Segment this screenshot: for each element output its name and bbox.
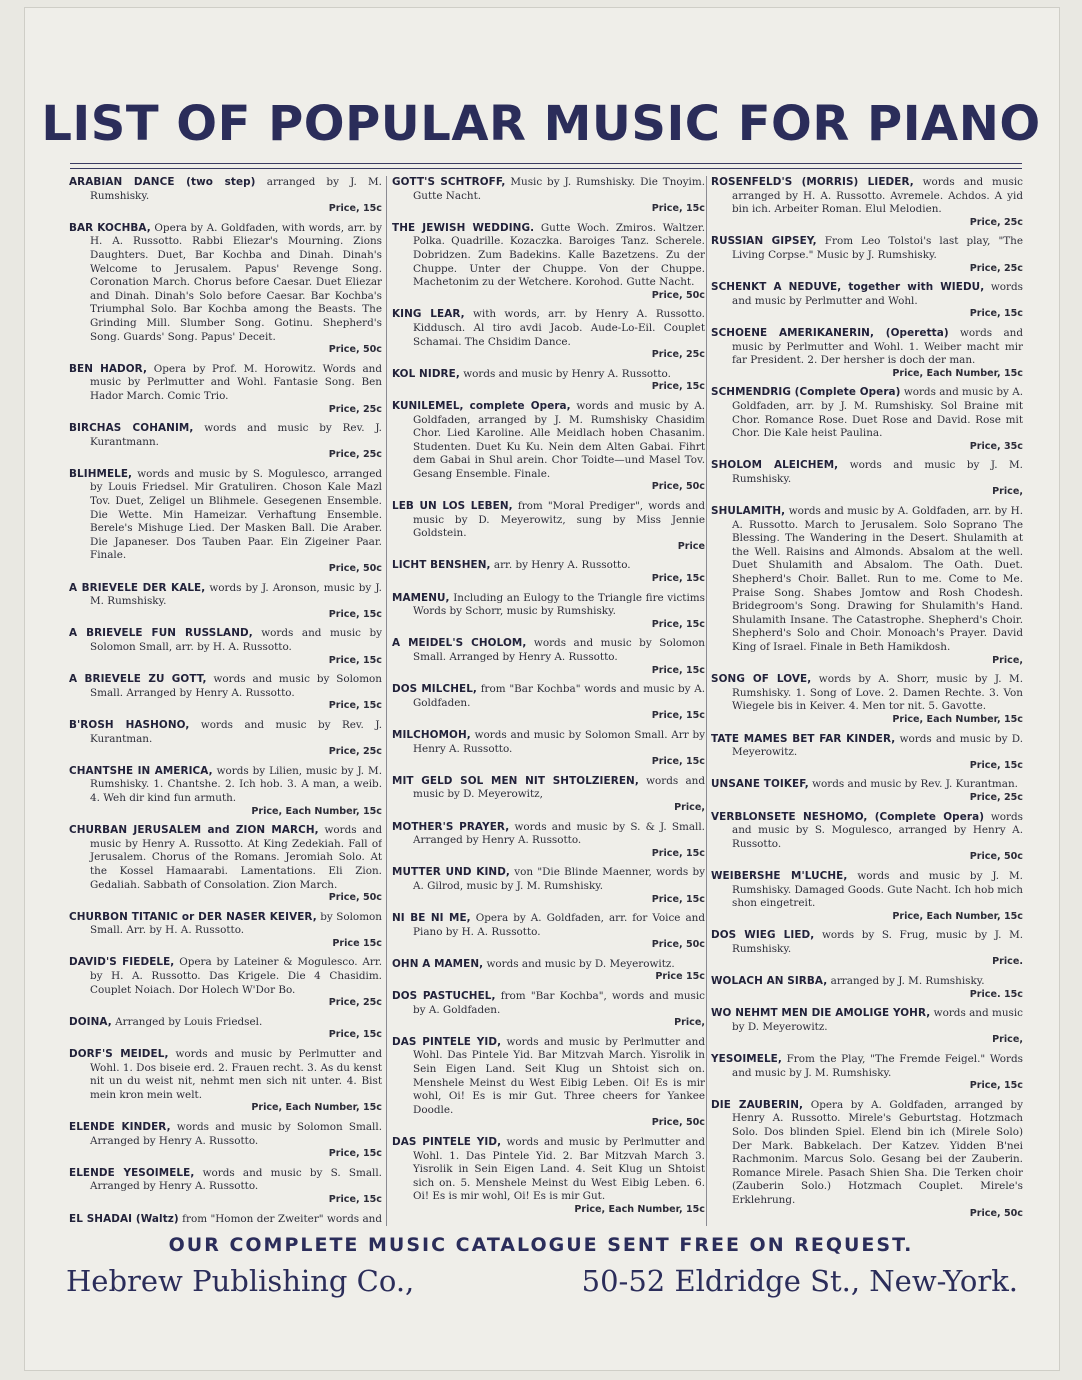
entry-title: MOTHER'S PRAYER, <box>392 820 510 833</box>
entry-text <box>392 775 705 802</box>
entry-title: DOS WIEG LIED, <box>711 929 815 942</box>
entry-description: from "Bar Kochba" words and music by A. Goldfaden. <box>413 683 705 709</box>
entry-title: SONG OF LOVE, <box>711 673 812 686</box>
entry-title: ELENDE YESOIMELE, <box>69 1166 195 1179</box>
entry-description: words and music by A. Goldfaden, arr. by H. A. Russotto. March to Jerusalem. Solo Soprano The Blessing. The Wandering in the Desert. Shulamith at the Well. Raisins and Almonds. Absalom at the well. Duet Shulamith and Absalom. The Oath. Duet. Shepherd's Choir. Ballet. Run to me. Come to Me. Praise Song. Shabes Jomtow and Rosh Chodesh. Bridegroom's Song. Drawing for Shulamith's Hand. Shulamith Insane. The Catastrophe. Shepherd's Choir. Shepherd's Solo and Choir. Monoach's Prayer. David King of Israel. Finale in Beth Hamikdosh. <box>732 505 1023 653</box>
entry-description: words and music by Solomon Small. Arr by Henry A. Russotto. <box>413 728 705 755</box>
column-divider-2 <box>706 176 707 1226</box>
entry-title: BLIHMELE, <box>69 467 133 480</box>
entry-description: words and music by J. M. Rumshisky. <box>732 459 1023 485</box>
entry-description: Opera by A. Goldfaden, with words, arr. by H. A. Russotto. Rabbi Eliezar's Mourning. Zions Daughters. Duet, Bar Kochba and Dinah. Dinah's Welcome to Jerusalem. Papus' Revenge Song. Coronation March. Chorus before Caesar. Duet Eliezar and Dinah. Dinah's Solo before Caesar. Bar Kochba's Triumphal Solo. Bar Kochba among the Beasts. The Grinding Mill. Slumber Song. Gotinu. Shepherd's Song. Guards' Song. Papus' Deceit. <box>90 221 382 343</box>
music-entry <box>69 1016 382 1042</box>
entry-text <box>711 281 1023 308</box>
entry-title: DAVID'S FIEDELE, <box>69 956 175 969</box>
entry-price: Price, 15c <box>651 573 705 585</box>
entry-title: KING LEAR, <box>392 308 465 321</box>
music-entry <box>392 958 705 984</box>
column-2 <box>392 176 705 1224</box>
entry-title: A BRIEVELE FUN RUSSLAND, <box>69 627 253 640</box>
entry-title: GOTT'S SCHTROFF, <box>392 176 506 188</box>
entry-description: Opera by A. Goldfaden, arr. for Voice and Piano by H. A. Russotto. <box>413 912 705 938</box>
music-entry <box>711 235 1023 275</box>
entry-description: words and music by Perlmutter and Wohl. 1. Das Pintele Yid. 2. Bar Mitzvah March 3. Yisrolik in Sein Eigen Land. 4. Seit Klug un Shtoist sich on. 5. Menshele Meinst du West Eibig Leben. 6. Oi! Es is mir wohl, Oi! Es is mir Gut. <box>413 1136 705 1203</box>
music-entry <box>69 1048 382 1115</box>
entry-text <box>711 811 1023 852</box>
entry-text <box>392 176 705 203</box>
entry-description: words and music by S. Mogulesco, arranged by Henry A. Russotto. <box>732 810 1023 850</box>
entry-text <box>69 719 382 746</box>
entry-text <box>711 778 1023 792</box>
entry-text <box>392 222 705 290</box>
music-entry <box>69 422 382 462</box>
music-entry <box>392 1136 705 1217</box>
music-entry <box>711 505 1023 667</box>
entry-title: TATE MAMES BET FAR KINDER, <box>711 732 896 745</box>
entry-title: RUSSIAN GIPSEY, <box>711 235 817 248</box>
entry-price: Price, Each Number, 15c <box>574 1203 705 1215</box>
entry-price: Price. <box>992 956 1023 968</box>
entry-text <box>392 1223 705 1224</box>
entry-description: From Leo Tolstoi's last play, "The Living Corpse." Music by J. Rumshisky. <box>732 235 1023 261</box>
music-entry <box>711 811 1023 864</box>
entry-title: DORF'S MEIDEL, <box>69 1048 169 1061</box>
entry-description: words and music by Perlmutter and Wohl. 1. Dos biseie erd. 2. Frauen recht. 3. As du kenst nit un du weist nit, nehmt men sich nit unter. 4. Bist mein kron mein welt. <box>90 1048 382 1101</box>
entry-text <box>69 673 382 700</box>
entry-price: Price, 15c <box>969 308 1023 320</box>
music-entry <box>392 222 705 303</box>
music-entry <box>392 729 705 769</box>
entry-text <box>69 222 382 344</box>
entry-text <box>392 1036 705 1118</box>
entry-text <box>392 1136 705 1204</box>
publisher-name: Hebrew Publishing Co., <box>66 1264 415 1298</box>
entry-price: Price, Each Number, 15c <box>892 910 1023 922</box>
entry-description: words by Lilien, music by J. M. Rumshisky. 1. Chantshe. 2. Ich hob. 3. A man, a weib. 4. Weh dir kind fun armuth. <box>90 764 382 804</box>
entry-title: BEN HADOR, <box>69 362 148 375</box>
entry-price: Price, 15c <box>328 608 382 620</box>
music-entry <box>392 821 705 861</box>
music-entry <box>711 1007 1023 1047</box>
entry-title <box>392 1223 598 1224</box>
entry-title: BIRCHAS COHANIM, <box>69 422 194 435</box>
entry-text <box>711 386 1023 440</box>
entry-description: words and music by Solomon Small, arr. by H. A. Russotto. <box>90 627 382 653</box>
entry-title: B'ROSH HASHONO, <box>69 718 190 731</box>
music-entry <box>711 459 1023 499</box>
entry-price: Price, 50c <box>651 1117 705 1129</box>
music-entry <box>711 733 1023 773</box>
entry-price: Price, Each Number, 15c <box>251 1102 382 1114</box>
music-entry <box>392 775 705 815</box>
entry-title: SCHOENE AMERIKANERIN, (Operetta) <box>711 326 949 339</box>
entry-text <box>711 870 1023 911</box>
entry-description: Opera by Lateiner & Mogulesco. Arr. by H. A. Russotto. Das Krigele. Die 4 Chasidim. Couplet Noiach. Dor Holech W'Dor Bo. <box>90 956 382 996</box>
music-entry <box>392 368 705 394</box>
entry-text <box>69 176 382 203</box>
entry-text <box>69 765 382 806</box>
music-entry <box>69 222 382 357</box>
page-title: LIST OF POPULAR MUSIC FOR PIANO <box>41 96 1041 152</box>
entry-price: Price, <box>674 1017 705 1029</box>
entry-description: words and music by A. Goldfaden, arranged by J. M. Rumshisky Chasidim Chor. Lied Karoline. Alle Meidlach hoben Chasanim. Studenten. Duet Ku Ku. Nein dem Alten Gabai. Fihrt dem Gabai in Shul arein. Chor Toidte—und Masel Tov. Gesang Ensemble. Finale. <box>413 399 705 480</box>
entry-text <box>69 1016 382 1030</box>
entry-title: LICHT BENSHEN, <box>392 559 491 572</box>
entry-price: Price, 50c <box>328 563 382 575</box>
entry-title: BAR KOCHBA, <box>69 221 151 234</box>
column-1 <box>69 176 382 1224</box>
entry-title: EL SHADAI (Waltz) <box>69 1212 179 1224</box>
entry-title: MILCHOMOH, <box>392 728 471 741</box>
entry-description: arranged by J. M. Rumshisky. <box>90 176 382 202</box>
entry-title: DAS PINTELE YID, <box>392 1136 502 1148</box>
entry-price: Price 15c <box>332 937 382 949</box>
entry-text <box>392 912 705 939</box>
entry-price: Price, 15c <box>651 756 705 768</box>
entry-text <box>392 683 705 710</box>
entry-text <box>392 500 705 541</box>
entry-description: words and music by D. Meyerowitz, <box>413 774 705 801</box>
entry-text <box>392 637 705 664</box>
music-entry <box>711 327 1023 380</box>
entry-text <box>392 400 705 482</box>
entry-description: words and music by D. Meyerowitz. <box>732 1007 1023 1033</box>
music-entry <box>69 911 382 951</box>
entry-description: von "Die Blinde Maenner, words by A. Gilrod, music by J. M. Rumshisky. <box>413 866 705 892</box>
entry-title: KUNILEMEL, complete Opera, <box>392 399 571 412</box>
entry-description: words by S. Frug, music by J. M. Rumshisky. <box>732 929 1023 955</box>
entry-description: words and music by Henry A. Russotto. At King Zedekiah. Fall of Jerusalem. Chorus of the Romans. Jeromiah Solo. At the Kossel Hamaarabi. Lamentations. Eli Zion. Gedaliah. Sabbath of Consolation. Zion March. <box>90 824 382 891</box>
entry-description: Opera by Prof. M. Horowitz. Words and music by Perlmutter and Wohl. Fantasie Song. Ben Hador March. Comic Trio. <box>90 362 382 402</box>
music-entry <box>69 673 382 713</box>
entry-price: Price, 15c <box>651 710 705 722</box>
music-entry <box>69 765 382 818</box>
music-entry <box>711 778 1023 804</box>
entry-text <box>711 459 1023 486</box>
music-entry <box>392 683 705 723</box>
entry-price: Price 15c <box>655 971 705 983</box>
entry-price: Price, 50c <box>328 892 382 904</box>
entry-description: words and music by Rev. J. Kurantman. <box>90 718 382 745</box>
music-entry <box>69 627 382 667</box>
entry-title: NI BE NI ME, <box>392 912 471 925</box>
entry-title: A BRIEVELE ZU GOTT, <box>69 673 207 686</box>
entry-text <box>392 368 705 382</box>
entry-description: Including an Eulogy to the Triangle fire victims Words by Schorr, music by Rumshisky. <box>413 591 705 618</box>
entry-description: words and music by D. Meyerowitz. <box>732 732 1023 759</box>
entry-price: Price, <box>992 654 1023 666</box>
entry-title: YESOIMELE, <box>711 1053 782 1066</box>
music-entry <box>392 1223 705 1224</box>
music-entry <box>711 929 1023 969</box>
title-rule-bottom <box>70 168 1022 169</box>
entry-title: CHANTSHE IN AMERICA, <box>69 764 213 777</box>
entry-text <box>69 824 382 892</box>
entry-text <box>69 363 382 404</box>
entry-title: WEIBERSHE M'LUCHE, <box>711 869 848 882</box>
music-entry <box>392 176 705 216</box>
entry-title: A MEIDEL'S CHOLOM, <box>392 637 527 650</box>
entry-price: Price, 15c <box>328 1148 382 1160</box>
entry-text <box>392 821 705 848</box>
entry-title: SCHENKT A NEDUVE, together with WIEDU, <box>711 281 985 294</box>
entry-text <box>711 733 1023 760</box>
entry-price: Price, 50c <box>651 289 705 301</box>
entry-title: MAMENU, <box>392 591 450 604</box>
music-entry <box>392 990 705 1030</box>
entry-price: Price, 50c <box>969 1207 1023 1219</box>
entry-description: arranged by J. M. Rumshisky. <box>830 975 985 988</box>
entry-title: DOINA, <box>69 1015 112 1028</box>
entry-text <box>69 911 382 938</box>
entry-title: WOLACH AN SIRBA, <box>711 975 828 988</box>
music-entry <box>711 281 1023 321</box>
entry-price: Price, <box>992 486 1023 498</box>
entry-title: SCHMENDRIG (Complete Opera) <box>711 386 901 399</box>
entry-price: Price, 15c <box>969 759 1023 771</box>
entry-price: Price, 25c <box>328 403 382 415</box>
entry-description: words and music by Rev. J. Kurantman. <box>812 778 1018 791</box>
entry-title: LEB UN LOS LEBEN, <box>392 500 513 513</box>
entry-text <box>69 582 382 609</box>
music-entry <box>69 582 382 622</box>
entry-text <box>392 729 705 756</box>
music-entry <box>69 1121 382 1161</box>
entry-description: words by A. Shorr, music by J. M. Rumshisky. 1. Song of Love. 2. Damen Rechte. 3. Von Wiegele bis in Keiver. 4. Men tor nit. 5. Gavotte. <box>732 673 1023 713</box>
entry-price: Price, 15c <box>969 1080 1023 1092</box>
entry-title: WO NEHMT MEN DIE AMOLIGE YOHR, <box>711 1007 931 1020</box>
entry-title: DOS MILCHEL, <box>392 683 477 696</box>
entry-price: Price, 15c <box>328 203 382 215</box>
entry-title: KOL NIDRE, <box>392 367 460 380</box>
music-entry <box>69 1213 382 1224</box>
music-entry <box>711 673 1023 726</box>
entry-text <box>711 176 1023 217</box>
entry-text <box>392 958 705 972</box>
entry-price: Price, 15c <box>651 203 705 215</box>
entry-title: ROSENFELD'S (MORRIS) LIEDER, <box>711 176 914 188</box>
entry-price: Price, Each Number, 15c <box>892 367 1023 379</box>
music-entry <box>392 400 705 494</box>
music-entry <box>69 956 382 1009</box>
entry-description: words and music by Solomon Small. Arranged by Henry A. Russotto. <box>413 637 705 663</box>
title-rule-top <box>70 163 1022 164</box>
entry-description: words by J. Aronson, music by J. M. Rumshisky. <box>90 581 382 608</box>
entry-description: from "Moral Prediger", words and music by D. Meyerowitz, sung by Miss Jennie Goldstein. <box>413 500 705 540</box>
entry-price: Price, <box>674 801 705 813</box>
entry-text <box>392 592 705 619</box>
entry-price: Price, 15c <box>328 654 382 666</box>
entry-text <box>69 468 382 563</box>
entry-price: Price. 15c <box>969 988 1023 1000</box>
entry-price: Price, 15c <box>651 847 705 859</box>
entry-description: words and music by Rev. J. Kurantmann. <box>90 422 382 448</box>
music-entry <box>69 363 382 416</box>
entry-description: by Solomon Small. Arr. by H. A. Russotto. <box>90 910 382 937</box>
entry-text <box>69 1167 382 1194</box>
entry-text <box>711 673 1023 714</box>
entry-title: SHULAMITH, <box>711 505 786 518</box>
entry-description: arr. by Henry A. Russotto. <box>493 559 631 572</box>
entry-description: from "Bar Kochba", words and music by A. Goldfaden. <box>413 990 705 1016</box>
music-entry <box>711 870 1023 923</box>
music-entry <box>69 468 382 576</box>
entry-title: VERBLONSETE NESHOMO, (Complete Opera) <box>711 810 985 823</box>
music-entry <box>392 1036 705 1130</box>
entry-title: THE JEWISH WEDDING. <box>392 221 535 234</box>
entry-price: Price, 50c <box>969 851 1023 863</box>
music-entry <box>69 719 382 759</box>
entry-text <box>711 327 1023 368</box>
entry-description: Arranged by Louis Friedsel. <box>115 1015 263 1028</box>
entry-description: with words, arr. by Henry A. Russotto. Kiddusch. Al tiro avdi Jacob. Aude-Lo-Eil. Couplet Schamai. The Chsidim Dance. <box>413 308 705 348</box>
music-entry <box>69 824 382 905</box>
entry-price: Price, 25c <box>328 449 382 461</box>
entry-title: MIT GELD SOL MEN NIT SHTOLZIEREN, <box>392 774 639 787</box>
entry-description: words and music by S. Mogulesco, arranged by Louis Friedsel. Mir Gratuliren. Choson Kale Mazl Tov. Duet, Zeligel un Blihmele. Gesegenen Ensemble. Die Wette. Min Hameizar. Verhaftung Ensemble. Berele's Mishuge Lied. Der Masken Ball. Die Araber. Die Japaneser. Dos Tauben Paar. Ein Zigeiner Paar. Finale. <box>90 467 382 562</box>
entry-text <box>711 1053 1023 1080</box>
entry-title: SHOLOM ALEICHEM, <box>711 459 839 472</box>
music-entry <box>69 1167 382 1207</box>
entry-text <box>392 559 705 573</box>
entry-description: words and music by Perlmutter and Wohl. 1. Weiber macht mir far President. 2. Der hersher is doch der man. <box>732 326 1023 367</box>
entry-title: A BRIEVELE DER KALE, <box>69 581 206 594</box>
entry-description: words and music by Perlmutter and Wohl. <box>732 281 1023 307</box>
entry-price: Price, Each Number, 15c <box>251 805 382 817</box>
entry-price: Price, 25c <box>328 997 382 1009</box>
entry-price: Price, 50c <box>651 481 705 493</box>
entry-description: words and music by S. Small. Arranged by Henry A. Russotto. <box>90 1166 382 1193</box>
music-entry <box>392 559 705 585</box>
publisher-address: 50-52 Eldridge St., New-York. <box>581 1264 1018 1298</box>
entry-description: words and music arranged by H. A. Russotto. Avremele. Achdos. A yid bin ich. Arbeiter Roman. Elul Melodien. <box>732 176 1023 216</box>
music-entry <box>392 500 705 553</box>
column-divider-1 <box>386 176 387 1226</box>
entry-title: ELENDE KINDER, <box>69 1121 171 1133</box>
entry-price: Price, 15c <box>651 381 705 393</box>
entry-title: DAS PINTELE YID, <box>392 1035 502 1048</box>
column-3 <box>711 176 1023 1224</box>
entry-description: words and music by S. & J. Small. Arranged by Henry A. Russotto. <box>413 820 705 847</box>
music-entry <box>711 975 1023 1001</box>
music-entry <box>711 1053 1023 1093</box>
entry-text <box>711 929 1023 956</box>
entry-price: Price, 15c <box>651 664 705 676</box>
entry-price: Price, 15c <box>328 1029 382 1041</box>
entry-price: Price, 50c <box>651 939 705 951</box>
music-entry <box>69 176 382 216</box>
entry-price: Price, 25c <box>969 791 1023 803</box>
entry-text <box>711 975 1023 989</box>
entry-price: Price, 15c <box>651 893 705 905</box>
entry-text <box>711 235 1023 262</box>
entry-description: words and music by Perlmutter and Wohl. Das Pintele Yid. Bar Mitzvah March. Yisrolik in Sein Eigen Land. Seit Klug un Shtoist sich on. Menshele Meinst du West Eibig Leben. Oi! Es is mir wohl, Oi! Es is mir Gut. Three cheers for Yankee Doodle. <box>413 1035 705 1116</box>
entry-text <box>392 990 705 1017</box>
music-entry <box>711 386 1023 453</box>
music-entry <box>711 176 1023 229</box>
entry-text <box>69 956 382 997</box>
music-entry <box>392 592 705 632</box>
entry-price: Price, 25c <box>651 349 705 361</box>
entry-price: Price, 35c <box>969 440 1023 452</box>
entry-price: Price, 25c <box>328 746 382 758</box>
entry-text <box>711 1099 1023 1208</box>
entry-text <box>69 1121 382 1148</box>
entry-text <box>392 308 705 349</box>
entry-description: from "Homon der Zweiter" words and <box>182 1212 382 1224</box>
entry-title: UNSANE TOIKEF, <box>711 778 809 791</box>
entry-description: Gutte Woch. Zmiros. Waltzer. Polka. Quadrille. Kozaczka. Baroiges Tanz. Scherele. Dobridzen. Zum Badekins. Kalle Bazetzens. Zu der Chuppe. Unter der Chuppe. Von der Chuppe. Machetonim zu der Wetchere. Korohod. Gutte Nacht. <box>413 221 705 289</box>
entry-text <box>711 505 1023 655</box>
entry-text <box>69 1048 382 1102</box>
entry-description: From the Play, "The Fremde Feigel." Words and music by J. M. Rumshisky. <box>732 1053 1023 1079</box>
entry-price: Price, Each Number, 15c <box>892 713 1023 725</box>
entry-title: MUTTER UND KIND, <box>392 866 510 879</box>
entry-price: Price, 25c <box>969 262 1023 274</box>
entry-description: words and music by Solomon Small. Arranged by Henry A. Russotto. <box>90 673 382 699</box>
music-entry <box>392 912 705 952</box>
entry-text <box>69 1213 382 1224</box>
entry-title: DIE ZAUBERIN, <box>711 1098 804 1111</box>
entry-title: ARABIAN DANCE (two step) <box>69 176 256 188</box>
entry-description: words and music by D. Meyerowitz. <box>486 957 675 970</box>
entry-text <box>69 627 382 654</box>
entry-title: DOS PASTUCHEL, <box>392 990 496 1003</box>
entry-price: Price <box>677 540 705 552</box>
entry-price: Price, 15c <box>328 1193 382 1205</box>
catalogue-notice: OUR COMPLETE MUSIC CATALOGUE SENT FREE ON REQUEST. <box>168 1234 914 1256</box>
entry-text <box>392 866 705 893</box>
music-entry <box>392 308 705 361</box>
entry-title: OHN A MAMEN, <box>392 957 484 970</box>
entry-price: Price, 50c <box>328 344 382 356</box>
entry-title: CHURBAN JERUSALEM and ZION MARCH, <box>69 824 319 837</box>
music-entry <box>392 637 705 677</box>
entry-description: words and music by J. M. Rumshisky. Damaged Goods. Gute Nacht. Ich hob mich shon eingetreit. <box>732 869 1023 910</box>
entry-price: Price, 25c <box>969 216 1023 228</box>
entry-text <box>711 1007 1023 1034</box>
music-entry <box>711 1099 1023 1220</box>
entry-text <box>69 422 382 449</box>
entry-price: Price, <box>992 1034 1023 1046</box>
entry-price: Price, 15c <box>328 700 382 712</box>
entry-title: CHURBON TITANIC or DER NASER KEIVER, <box>69 910 317 923</box>
entry-description: words and music by Solomon Small. Arranged by Henry A. Russotto. <box>90 1121 382 1147</box>
entry-description: Opera by A. Goldfaden, arranged by Henry A. Russotto. Mirele's Geburtstag. Hotzmach Solo. Dos blinden Spiel. Elend bin ich (Mirele Solo) Der Mark. Babkelach. Der Katzev. Yidden B'nei Rachmonim. Marcus Solo. Gesang bei der Zauberin. Romance Mirele. Pasach Shien Sha. Die Terken choir (Zauberin Solo.) Hotzmach Couplet. Mirele's Erklehrung. <box>732 1098 1023 1206</box>
entry-description: words and music by Henry A. Russotto. <box>463 367 671 380</box>
music-entry <box>392 866 705 906</box>
entry-description: Music by J. Rumshisky. Die Tnoyim. Gutte Nacht. <box>413 176 705 202</box>
entry-description: words and music by A. Goldfaden, arr. by J. M. Rumshisky. Sol Braine mit Chor. Romance Rose. Duet Rose and David. Rose mit Chor. Die Kale heist Paulina. <box>732 386 1023 440</box>
entry-price: Price, 15c <box>651 618 705 630</box>
